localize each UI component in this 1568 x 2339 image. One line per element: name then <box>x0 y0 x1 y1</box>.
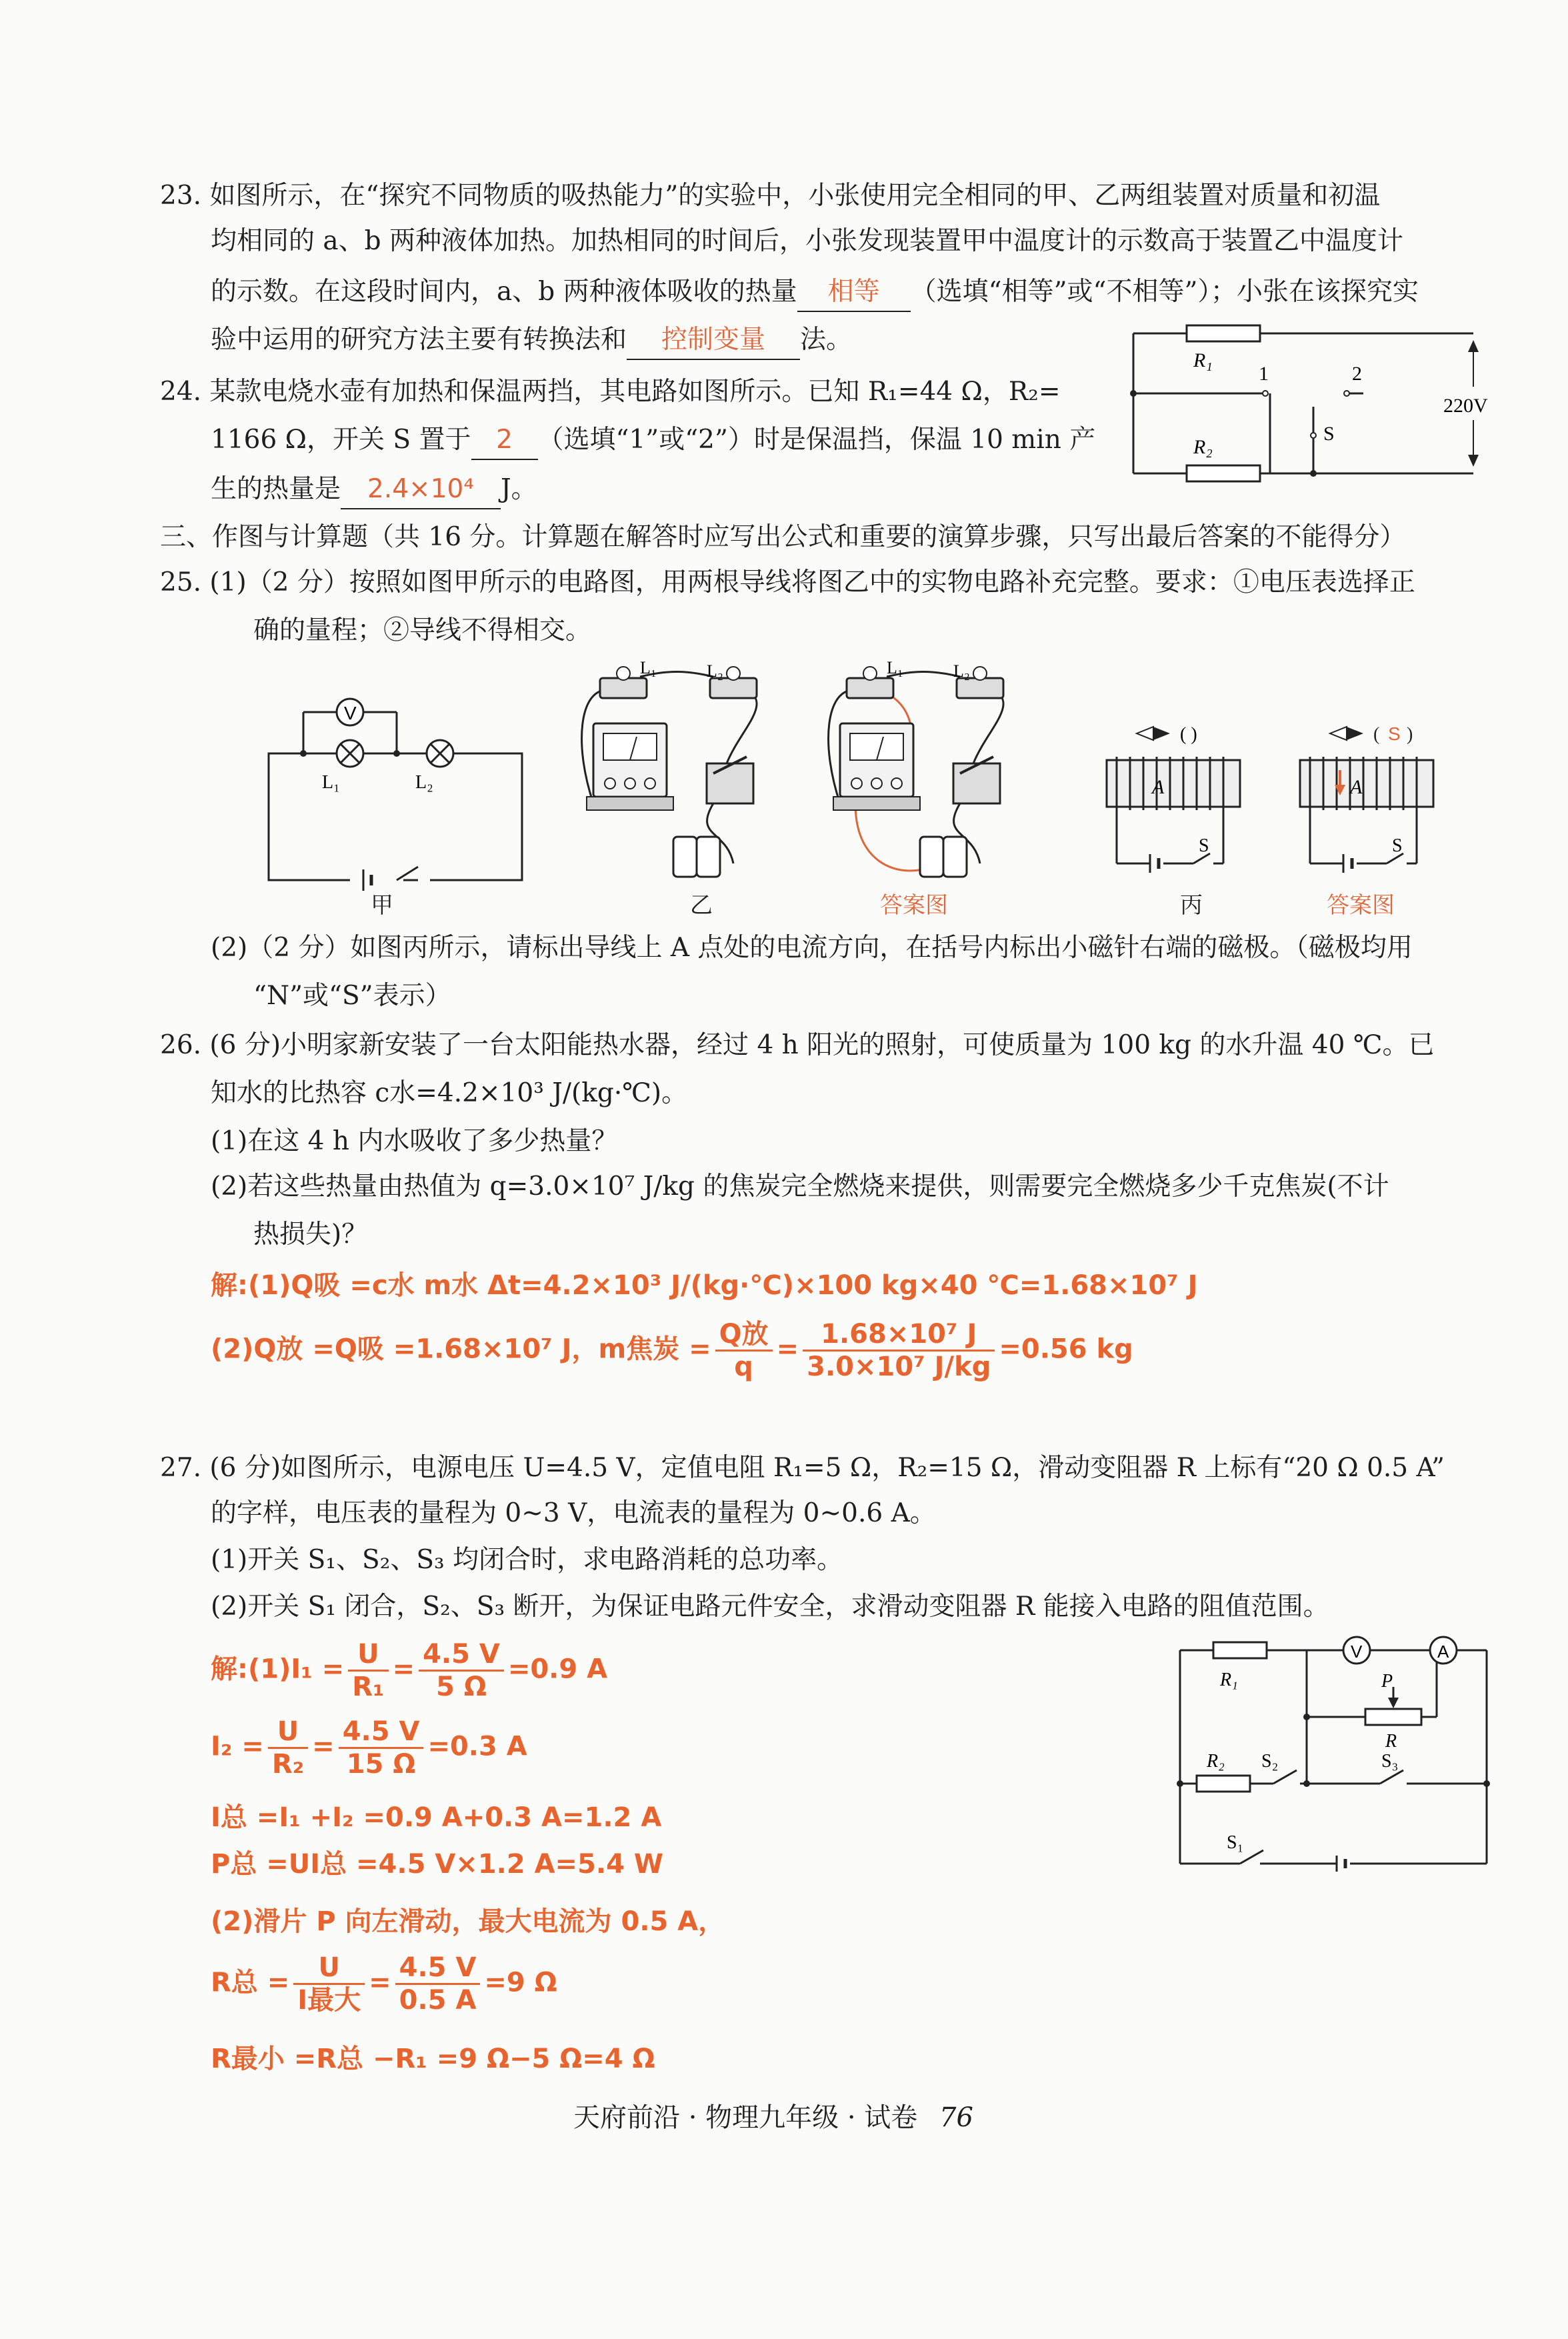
q26-line4: (2)若这些热量由热值为 q=3.0×10⁷ J/kg 的焦炭完全燃烧来提供，则需要完全燃烧多少千克焦炭(不计 <box>211 1172 1389 1202</box>
q26-frac1-num: Q放 <box>715 1319 773 1352</box>
battery-2 <box>697 837 720 877</box>
q24-r1-label: R₁ <box>1193 349 1213 371</box>
bing-bracket: ( ) <box>1180 724 1197 745</box>
caption-yi: 乙 <box>690 892 713 919</box>
lamp-l1 <box>337 740 363 767</box>
q24-line3-text-b: J。 <box>501 474 537 504</box>
q27-s1-den2: 5 Ω <box>436 1672 487 1702</box>
q27-sol-3: I总 =I₁ +I₂ =0.9 A+0.3 A=1.2 A <box>211 1802 662 1833</box>
voltmeter-label: V <box>344 703 357 723</box>
caption-answer-fig2: 答案图 <box>1327 892 1395 919</box>
section3-heading: 三、作图与计算题（共 16 分。计算题在解答时应写出公式和重要的演算步骤，只写出最后答案的不能得分） <box>160 522 1406 552</box>
q26-solution-1: 解:(1)Q吸 =c水 m水 Δt=4.2×10³ J/(kg·℃)×100 kg×40 ℃=1.68×10⁷ J <box>211 1270 1198 1301</box>
q23-line4-text: 验中运用的研究方法主要有转换法和 <box>211 325 627 355</box>
ans-l1-label: L₁ <box>887 658 903 677</box>
q27-s6-frac2 <box>395 1952 481 2016</box>
q27-s3-label: S₃ <box>1381 1751 1399 1772</box>
q26-frac2 <box>803 1319 995 1382</box>
q27-circuit-diagram <box>1173 1634 1493 1880</box>
bing-answer-pole: S <box>1388 723 1401 744</box>
q26-sol2-eq: = <box>776 1334 799 1365</box>
bing-ans-a-point: A <box>1350 776 1363 798</box>
l1-label: L₁ <box>322 772 340 793</box>
q26-frac1 <box>715 1319 773 1382</box>
q24-line3-text: 生的热量是 <box>211 474 341 504</box>
yi-l1-label: L₁ <box>640 658 657 677</box>
q25-part2-line2: “N”或“S”表示） <box>253 981 451 1011</box>
lamp-l2-socket <box>710 678 757 698</box>
bing-a-point: A <box>1152 776 1165 798</box>
q24-line2-text-b: （选填“1”或“2”）时是保温挡，保温 10 min 产 <box>537 425 1096 455</box>
q23-line4 <box>211 321 852 360</box>
q24-answer2: 2.4×10⁴ <box>341 471 501 509</box>
q27-v-label: V <box>1351 1642 1363 1662</box>
q27-s6-den2: 0.5 A <box>399 1985 477 2016</box>
q27-s2-frac <box>268 1716 308 1780</box>
q24-line3 <box>211 471 537 509</box>
q27-s1-res: =0.9 A <box>507 1654 608 1685</box>
q24-r2-label: R₂ <box>1193 436 1213 458</box>
q27-s2-num: U <box>268 1716 308 1749</box>
q27-s6-den: I最大 <box>297 1985 361 2016</box>
q26-line1: 26. (6 分)小明家新安装了一台太阳能热水器，经过 4 h 阳光的照射，可使质量为 100 kg 的水升温 40 ℃。已 <box>160 1030 1435 1060</box>
q27-s2-res: =0.3 A <box>427 1731 527 1762</box>
q24-circuit-diagram <box>1127 320 1500 480</box>
q25-part2-line1: (2)（2 分）如图丙所示，请标出导线上 A 点处的电流方向，在括号内标出小磁针右端的磁极。（磁极均用 <box>211 933 1413 963</box>
fig-bing-answer-solenoid <box>1293 723 1453 877</box>
q23-line2: 均相同的 a、b 两种液体加热。加热相同的时间后，小张发现装置甲中温度计的示数高于装置乙中温度计 <box>211 226 1404 256</box>
q27-s2-prefix: I₂ = <box>211 1731 264 1762</box>
r1-resistor <box>1187 325 1260 341</box>
q27-r-label: R <box>1385 1731 1397 1752</box>
q24-pos1-label: 1 <box>1259 363 1269 385</box>
q24-line2 <box>211 421 1095 460</box>
bing-switch-label: S <box>1199 835 1209 856</box>
q27-s1-label: S₁ <box>1227 1832 1244 1853</box>
q23-line4-text-b: 法。 <box>800 325 853 355</box>
q26-line5: 热损失)？ <box>253 1220 368 1250</box>
caption-answer-fig: 答案图 <box>880 892 948 919</box>
q27-r1-resistor <box>1213 1642 1267 1658</box>
q24-answer1: 2 <box>471 421 538 460</box>
q27-line2: 的字样，电压表的量程为 0~3 V，电流表的量程为 0~0.6 A。 <box>211 1498 936 1528</box>
q27-sol-2 <box>211 1716 527 1780</box>
footer-text: 天府前沿 · 物理九年级 · 试卷 <box>573 2102 918 2133</box>
q27-s6-num: U <box>293 1952 365 1985</box>
caption-bing: 丙 <box>1180 892 1203 919</box>
q27-r2-resistor <box>1197 1776 1250 1792</box>
battery-1 <box>673 837 697 877</box>
q27-line4: (2)开关 S₁ 闭合，S₂、S₃ 断开，为保证电路元件安全，求滑动变阻器 R 能接入电路的阻值范围。 <box>211 1592 1329 1622</box>
q27-p-label: P <box>1381 1671 1393 1692</box>
q26-frac2-den: 3.0×10⁷ J/kg <box>807 1352 991 1382</box>
q25-line1: 25. (1)（2 分）按照如图甲所示的电路图，用两根导线将图乙中的实物电路补充完整。要求：①电压表选择正 <box>160 567 1415 597</box>
q27-s1-den: R₁ <box>352 1672 385 1702</box>
q27-sol-6 <box>211 1952 557 2016</box>
l2-label: L₂ <box>415 772 433 793</box>
q27-sol-7: R最小 =R总 −R₁ =9 Ω−5 Ω=4 Ω <box>211 2044 655 2074</box>
q24-line2-text: 1166 Ω，开关 S 置于 <box>211 425 471 455</box>
q27-s6-res: =9 Ω <box>484 1967 557 1998</box>
q27-s2-eq: = <box>312 1731 335 1762</box>
page-number: 76 <box>939 2102 973 2133</box>
switch-device <box>707 763 753 803</box>
q23-line3 <box>211 273 1419 312</box>
q27-sol-5: (2)滑片 P 向左滑动，最大电流为 0.5 A， <box>211 1906 725 1937</box>
fig-answer-physical-circuit <box>820 658 1040 890</box>
q27-sol-4: P总 =UI总 =4.5 V×1.2 A=5.4 W <box>211 1849 663 1880</box>
q27-s1-eq: = <box>392 1654 415 1685</box>
q27-s6-num2: 4.5 V <box>395 1952 481 1985</box>
q26-solution-2 <box>211 1319 1133 1382</box>
q27-s1-frac <box>348 1639 388 1702</box>
q27-sol-1 <box>211 1639 607 1702</box>
q27-r1-label: R₁ <box>1220 1670 1238 1690</box>
q26-frac2-num: 1.68×10⁷ J <box>803 1319 995 1352</box>
lamp-l2 <box>427 740 453 767</box>
lamp-l1-socket <box>600 678 647 698</box>
q27-s1-num2: 4.5 V <box>419 1639 504 1672</box>
q26-frac1-den: q <box>734 1352 753 1382</box>
q25-line2: 确的量程；②导线不得相交。 <box>253 615 592 645</box>
q27-line1: 27. (6 分)如图所示，电源电压 U=4.5 V，定值电阻 R₁=5 Ω，R₂=15 Ω，滑动变阻器 R 上标有“20 Ω 0.5 A” <box>160 1453 1445 1483</box>
q26-line3: (1)在这 4 h 内水吸收了多少热量？ <box>211 1126 618 1156</box>
q24-voltage-label: 220V <box>1443 395 1488 417</box>
footer <box>573 2099 973 2136</box>
q27-r2-label: R₂ <box>1207 1751 1225 1772</box>
q27-s6-prefix: R总 = <box>211 1967 290 1998</box>
caption-jia: 甲 <box>371 892 393 919</box>
q24-pos2-label: 2 <box>1352 363 1362 385</box>
yi-l2-label: L₂ <box>707 661 723 681</box>
q27-s2-den: R₂ <box>271 1749 305 1780</box>
q27-s2-frac2 <box>339 1716 424 1780</box>
q27-s2-num2: 4.5 V <box>339 1716 424 1749</box>
q26-sol2-result: =0.56 kg <box>999 1334 1133 1365</box>
fig-jia-circuit <box>263 680 530 880</box>
q27-s6-frac <box>293 1952 365 2016</box>
q27-s2-label: S₂ <box>1261 1751 1279 1772</box>
q23-answer2: 控制变量 <box>627 321 800 360</box>
q26-sol2-text: (2)Q放 =Q吸 =1.68×10⁷ J，m焦炭 = <box>211 1334 711 1365</box>
svg-text:): ) <box>1407 724 1413 745</box>
q23-line3-text: 的示数。在这段时间内，a、b 两种液体吸收的热量 <box>211 277 797 307</box>
q27-a-label: A <box>1437 1642 1449 1662</box>
svg-text:(: ( <box>1373 724 1380 745</box>
q27-rheostat <box>1365 1709 1421 1725</box>
fig-bing-solenoid <box>1100 723 1260 877</box>
ans-l2-label: L₂ <box>953 661 970 681</box>
q27-s1-frac2 <box>419 1639 504 1702</box>
q24-line1: 24. 某款电烧水壶有加热和保温两挡，其电路如图所示。已知 R₁=44 Ω，R₂= <box>160 377 1061 407</box>
q23-line3-text-b: （选填“相等”或“不相等”）；小张在该探究实 <box>910 277 1419 307</box>
q26-line2: 知水的比热容 c水=4.2×10³ J/(kg·℃)。 <box>211 1078 688 1108</box>
q27-line3: (1)开关 S₁、S₂、S₃ 均闭合时，求电路消耗的总功率。 <box>211 1545 843 1575</box>
bing-ans-switch-label: S <box>1392 835 1403 856</box>
q27-s1-prefix: 解:(1)I₁ = <box>211 1654 345 1685</box>
q27-s6-eq: = <box>369 1967 391 1998</box>
fig-yi-physical-circuit <box>573 658 793 890</box>
q23-answer1: 相等 <box>797 273 911 312</box>
q27-s1-num: U <box>348 1639 388 1672</box>
q24-switch-label: S <box>1323 423 1335 445</box>
q27-s2-den2: 15 Ω <box>346 1749 416 1780</box>
q23-line1: 23. 如图所示，在“探究不同物质的吸热能力”的实验中，小张使用完全相同的甲、乙两组装置对质量和初温 <box>160 181 1381 211</box>
r2-resistor <box>1187 465 1260 481</box>
